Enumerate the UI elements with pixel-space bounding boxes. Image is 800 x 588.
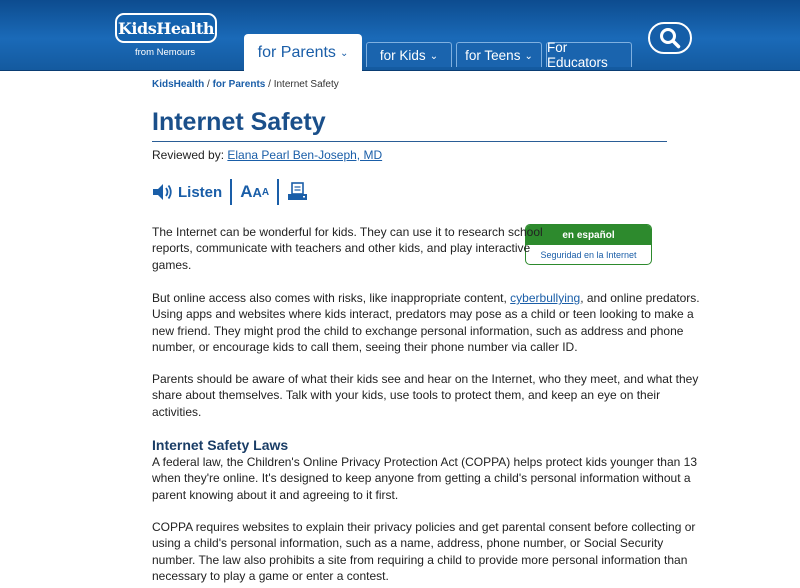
breadcrumb-section[interactable]: for Parents bbox=[212, 79, 266, 90]
text-line: reports, communicate with teachers and other kids, and play interactive bbox=[152, 241, 531, 256]
title-divider bbox=[152, 141, 667, 142]
text-line: number. The law also prohibits a site from requiring a child to provide more personal information than bbox=[152, 552, 688, 567]
logo-subtitle: from Nemours bbox=[135, 47, 196, 58]
text-line: Using apps and websites where kids interact, predators may pose as a child or teen looking to make a bbox=[152, 307, 694, 322]
tab-label: for Kids bbox=[379, 47, 426, 63]
reviewed-by bbox=[152, 148, 382, 162]
text-line: when they're online. It's designed to keep anyone from getting a child's personal information without a bbox=[152, 471, 691, 486]
text-size-large: A bbox=[240, 182, 253, 201]
text-line bbox=[152, 290, 700, 306]
article-tools bbox=[152, 178, 309, 206]
cyberbullying-link[interactable]: cyberbullying bbox=[510, 291, 581, 305]
spanish-article-link[interactable]: Seguridad en la Internet bbox=[540, 249, 637, 260]
tab-label: For Educators bbox=[547, 40, 608, 70]
text-line: A federal law, the Children's Online Privacy Protection Act (COPPA) helps protect kids younger than 13 bbox=[152, 455, 698, 469]
spanish-version-box bbox=[525, 224, 652, 265]
kidshealth-logo[interactable] bbox=[115, 13, 217, 61]
breadcrumb-current: Internet Safety bbox=[273, 79, 339, 90]
listen-button[interactable] bbox=[152, 179, 232, 205]
breadcrumb-separator: / bbox=[204, 79, 213, 90]
paragraph-coppa bbox=[152, 454, 697, 503]
text-size-button[interactable] bbox=[232, 179, 279, 205]
text-line: games. bbox=[152, 257, 192, 272]
text-line: Parents should be aware of what their kids see and hear on the Internet, who they meet, and what they bbox=[152, 372, 699, 386]
tab-for-parents[interactable] bbox=[244, 34, 362, 71]
chevron-down-icon: ⌄ bbox=[339, 48, 349, 59]
paragraph-awareness bbox=[152, 371, 698, 420]
text-line: necessary to play a game or enter a contest. bbox=[152, 568, 389, 583]
reviewed-label: Reviewed by: bbox=[152, 148, 228, 162]
text-line: using a child's personal information, such as a name, address, phone number, or Social Security bbox=[152, 536, 664, 551]
chevron-down-icon: ⌄ bbox=[524, 50, 533, 62]
print-icon bbox=[287, 182, 309, 202]
tab-for-teens[interactable] bbox=[456, 42, 542, 67]
breadcrumb-home[interactable]: KidsHealth bbox=[152, 79, 205, 90]
search-button[interactable] bbox=[648, 22, 692, 54]
paragraph-risks bbox=[152, 290, 700, 355]
tab-for-educators[interactable] bbox=[546, 40, 632, 70]
breadcrumb bbox=[152, 79, 339, 90]
spanish-heading: en español bbox=[526, 225, 651, 245]
text-fragment: , and online predators. bbox=[580, 291, 700, 305]
tab-for-kids[interactable] bbox=[366, 42, 452, 67]
text-line: new friend. They might prod the child to exchange personal information, such as address and phone bbox=[152, 323, 684, 338]
speaker-icon bbox=[152, 183, 174, 201]
paragraph-intro bbox=[152, 224, 543, 273]
logo-box bbox=[115, 13, 217, 43]
text-line: parent knowing about it and agreeing to it first. bbox=[152, 487, 399, 502]
print-button[interactable] bbox=[279, 179, 309, 205]
search-icon bbox=[659, 27, 681, 49]
text-line: share about themselves. Talk with your kids, use tools to protect them, and keep an eye on their bbox=[152, 388, 661, 403]
text-size-medium: A bbox=[252, 184, 262, 200]
section-heading: Internet Safety Laws bbox=[152, 437, 289, 453]
paragraph-coppa-requirements bbox=[152, 519, 695, 584]
tab-label: for Parents bbox=[257, 43, 336, 61]
tab-label: for Teens bbox=[465, 47, 521, 63]
logo-text: KidsHealth bbox=[118, 18, 214, 38]
reviewer-link[interactable]: Elana Pearl Ben-Joseph, MD bbox=[227, 148, 383, 162]
listen-label: Listen bbox=[178, 183, 223, 201]
page-title: Internet Safety bbox=[152, 108, 326, 136]
text-fragment: But online access also comes with risks, like inappropriate content, bbox=[152, 291, 511, 305]
site-header bbox=[0, 0, 800, 71]
text-line: activities. bbox=[152, 404, 202, 419]
chevron-down-icon: ⌄ bbox=[429, 50, 439, 62]
text-size-small: A bbox=[261, 186, 270, 198]
text-line: COPPA requires websites to explain their privacy policies and get parental consent before collecting or bbox=[152, 520, 696, 534]
text-line: The Internet can be wonderful for kids. They can use it to research school bbox=[152, 225, 543, 239]
breadcrumb-separator: / bbox=[265, 79, 274, 90]
text-line: number, or encourage kids to call them, seeing their phone number via caller ID. bbox=[152, 339, 578, 354]
